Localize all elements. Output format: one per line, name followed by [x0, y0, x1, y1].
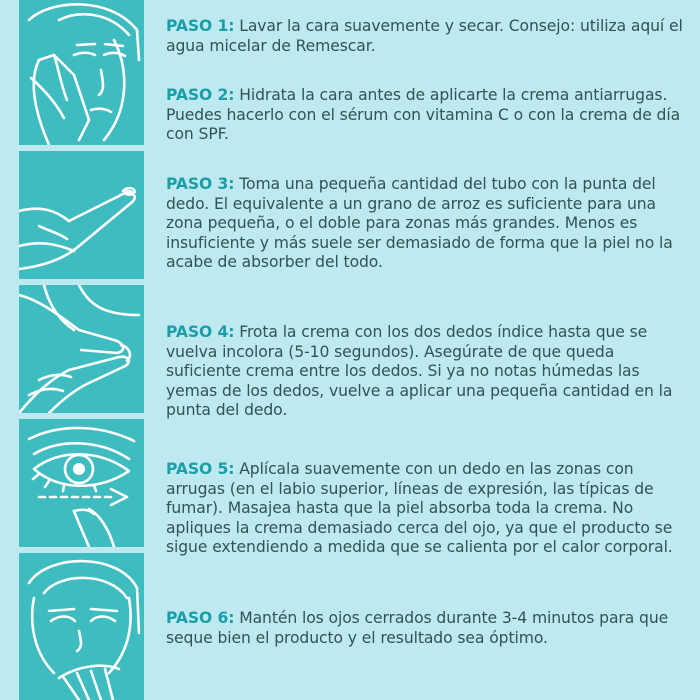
face-closed-eyes-icon — [19, 553, 144, 700]
eye-application-icon — [19, 419, 144, 547]
step-5-text: Aplícala suavemente con un dedo en las zonas con arrugas (en el labio superior, líneas de expresión, las típicas de fumar). Masajea hasta que la piel absorba toda la crema. No apliques la crema demasiado cerca del ojo, ya que el producto se sigue extendiendo a medida que se calienta por el calor corporal. — [166, 460, 673, 556]
step-6 — [166, 609, 686, 648]
step-4-text: Frota la crema con los dos dedos índice hasta que se vuelva incolora (5-10 segundos). Asegúrate de que queda suficiente crema entre los dedos. Si ya no notas húmedas las yemas de los dedos, vuelve a aplicar una pequeña cantidad en la punta del dedo. — [166, 323, 673, 419]
rubbing-fingers-icon — [19, 285, 144, 413]
step-3-label: PASO 3: — [166, 175, 235, 193]
step-2-label: PASO 2: — [166, 86, 235, 104]
step-1-label: PASO 1: — [166, 17, 235, 35]
step-2 — [166, 86, 686, 145]
step-3 — [166, 175, 686, 273]
step-2-text: Hidrata la cara antes de aplicarte la crema antiarrugas. Puedes hacerlo con el sérum con vitamina C o con la crema de día con SPF. — [166, 86, 681, 143]
step-6-text: Mantén los ojos cerrados durante 3-4 minutos para que seque bien el producto y el resultado sea óptimo. — [166, 609, 669, 647]
step-3-text: Toma una pequeña cantidad del tubo con la punta del dedo. El equivalente a un grano de arroz es suficiente para una zona pequeña, o el doble para zonas más grandes. Menos es insuficiente y más suele ser demasiado de forma que la piel no la acabe de absorber del todo. — [166, 175, 673, 271]
step-1 — [166, 17, 686, 56]
face-washing-icon — [19, 0, 144, 145]
step-5-label: PASO 5: — [166, 460, 235, 478]
step-4-label: PASO 4: — [166, 323, 235, 341]
step-1-text: Lavar la cara suavemente y secar. Consejo: utiliza aquí el agua micelar de Remescar. — [166, 17, 683, 55]
step-4 — [166, 323, 686, 421]
fingertip-cream-icon — [19, 151, 144, 279]
step-6-label: PASO 6: — [166, 609, 235, 627]
step-5 — [166, 460, 686, 558]
